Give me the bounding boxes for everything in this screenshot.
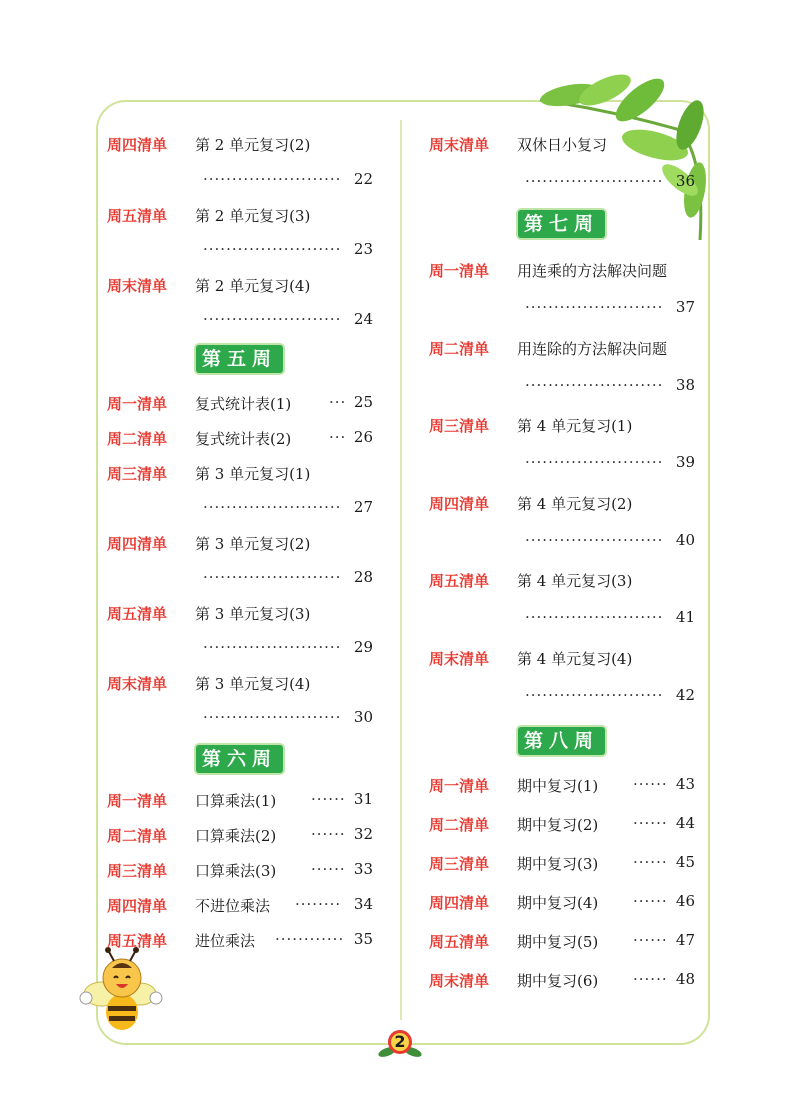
toc-leader-dots: ························	[203, 240, 342, 258]
toc-page-number: 23	[353, 240, 373, 258]
toc-day-label: 周四清单	[107, 897, 168, 915]
toc-leader-row	[107, 638, 372, 662]
toc-entry[interactable]	[107, 790, 372, 814]
week-heading-5: 第五周	[196, 345, 283, 373]
toc-entry[interactable]	[429, 892, 694, 916]
toc-title: 用连乘的方法解决问题	[517, 262, 668, 280]
toc-entry[interactable]	[107, 860, 372, 884]
toc-title: 第 2 单元复习(2)	[195, 136, 311, 154]
toc-title: 第 3 单元复习(4)	[195, 675, 311, 693]
toc-leader-row	[107, 568, 372, 592]
toc-page-number: 30	[353, 708, 373, 726]
toc-leader-row	[429, 608, 694, 632]
toc-leader-dots: ······	[633, 931, 668, 949]
toc-title: 口算乘法(3)	[195, 862, 277, 880]
toc-entry[interactable]	[107, 603, 372, 627]
toc-title: 第 3 单元复习(2)	[195, 535, 311, 553]
toc-title: 第 4 单元复习(2)	[517, 495, 633, 513]
toc-leader-dots: ············	[275, 930, 345, 948]
toc-day-label: 周三清单	[429, 855, 490, 873]
toc-leader-row	[429, 531, 694, 555]
toc-entry[interactable]	[107, 134, 372, 158]
toc-day-label: 周一清单	[429, 262, 490, 280]
toc-page-number: 28	[353, 568, 373, 586]
toc-entry[interactable]	[429, 931, 694, 955]
toc-leader-row	[429, 298, 694, 322]
toc-title: 第 2 单元复习(3)	[195, 207, 311, 225]
toc-title: 第 4 单元复习(3)	[517, 572, 633, 590]
toc-page-number: 43	[675, 775, 695, 793]
toc-page-number: 29	[353, 638, 373, 656]
toc-page-number: 25	[353, 393, 373, 411]
toc-day-label: 周五清单	[107, 932, 168, 950]
toc-entry[interactable]	[429, 338, 694, 362]
toc-day-label: 周末清单	[429, 972, 490, 990]
toc-leader-dots: ························	[203, 310, 342, 328]
toc-leader-dots: ························	[203, 568, 342, 586]
week-heading-6: 第六周	[196, 745, 283, 773]
toc-entry[interactable]	[429, 493, 694, 517]
toc-page-number: 37	[675, 298, 695, 316]
toc-day-label: 周五清单	[429, 933, 490, 951]
toc-page-number: 24	[353, 310, 373, 328]
toc-day-label: 周三清单	[429, 417, 490, 435]
toc-leader-row	[107, 708, 372, 732]
week-heading-8: 第八周	[518, 727, 605, 755]
toc-leader-dots: ························	[525, 686, 664, 704]
toc-title: 第 3 单元复习(1)	[195, 465, 311, 483]
toc-entry[interactable]	[107, 275, 372, 299]
toc-entry[interactable]	[429, 970, 694, 994]
toc-leader-dots: ······	[633, 892, 668, 910]
toc-page-number: 36	[675, 172, 695, 190]
toc-entry[interactable]	[429, 853, 694, 877]
toc-title: 双休日小复习	[517, 136, 608, 154]
toc-leader-dots: ···	[329, 428, 347, 446]
toc-day-label: 周五清单	[107, 207, 168, 225]
toc-page-number: 22	[353, 170, 373, 188]
toc-entry[interactable]	[107, 533, 372, 557]
toc-title: 期中复习(4)	[517, 894, 599, 912]
toc-leader-dots: ······	[311, 790, 346, 808]
toc-title: 期中复习(6)	[517, 972, 599, 990]
toc-day-label: 周二清单	[429, 816, 490, 834]
toc-page-number: 33	[353, 860, 373, 878]
toc-leader-dots: ········	[295, 895, 342, 913]
toc-title: 不进位乘法	[195, 897, 271, 915]
toc-day-label: 周末清单	[107, 277, 168, 295]
toc-leader-dots: ···	[329, 393, 347, 411]
toc-page-number: 31	[353, 790, 373, 808]
toc-leader-row	[107, 498, 372, 522]
toc-leader-dots: ······	[311, 860, 346, 878]
toc-entry[interactable]	[429, 570, 694, 594]
toc-entry[interactable]	[107, 930, 372, 954]
toc-page-number: 45	[675, 853, 695, 871]
toc-day-label: 周一清单	[429, 777, 490, 795]
toc-page-number: 41	[675, 608, 695, 626]
toc-day-label: 周末清单	[107, 675, 168, 693]
toc-day-label: 周四清单	[429, 894, 490, 912]
toc-day-label: 周二清单	[429, 340, 490, 358]
toc-entry[interactable]	[107, 393, 372, 417]
bee-mascot-illustration	[72, 946, 164, 1038]
toc-day-label: 周末清单	[429, 136, 490, 154]
toc-title: 期中复习(3)	[517, 855, 599, 873]
toc-day-label: 周末清单	[429, 650, 490, 668]
toc-entry[interactable]	[107, 428, 372, 452]
toc-day-label: 周二清单	[107, 430, 168, 448]
toc-title: 期中复习(5)	[517, 933, 599, 951]
toc-title: 口算乘法(1)	[195, 792, 277, 810]
toc-page-number: 38	[675, 376, 695, 394]
toc-leader-row	[429, 453, 694, 477]
toc-entry[interactable]	[107, 673, 372, 697]
toc-leader-row	[429, 172, 694, 196]
toc-entry[interactable]	[429, 415, 694, 439]
toc-page-number: 46	[675, 892, 695, 910]
toc-page-number: 47	[675, 931, 695, 949]
toc-day-label: 周四清单	[107, 136, 168, 154]
toc-leader-row	[107, 170, 372, 194]
toc-page-number: 48	[675, 970, 695, 988]
toc-leader-dots: ······	[633, 970, 668, 988]
toc-page-number: 26	[353, 428, 373, 446]
page-number: 2	[394, 1032, 406, 1051]
toc-title: 第 4 单元复习(4)	[517, 650, 633, 668]
toc-leader-dots: ························	[525, 376, 664, 394]
toc-title: 用连除的方法解决问题	[517, 340, 668, 358]
toc-leader-row	[429, 376, 694, 400]
toc-entry[interactable]	[107, 205, 372, 229]
toc-leader-dots: ························	[203, 498, 342, 516]
toc-entry[interactable]	[429, 814, 694, 838]
toc-leader-dots: ························	[525, 531, 664, 549]
toc-day-label: 周五清单	[107, 605, 168, 623]
toc-day-label: 周五清单	[429, 572, 490, 590]
week-heading-7: 第七周	[518, 210, 605, 238]
toc-leader-dots: ······	[633, 775, 668, 793]
toc-leader-dots: ························	[203, 170, 342, 188]
toc-title: 进位乘法	[195, 932, 256, 950]
toc-page-number: 42	[675, 686, 695, 704]
toc-page-number: 44	[675, 814, 695, 832]
toc-entry[interactable]	[107, 463, 372, 487]
toc-leader-dots: ······	[633, 814, 668, 832]
toc-title: 第 3 单元复习(3)	[195, 605, 311, 623]
toc-day-label: 周四清单	[107, 535, 168, 553]
toc-entry[interactable]	[107, 825, 372, 849]
toc-leader-dots: ······	[633, 853, 668, 871]
toc-entry[interactable]	[429, 260, 694, 284]
toc-title: 复式统计表(1)	[195, 395, 292, 413]
toc-day-label: 周三清单	[107, 862, 168, 880]
toc-page-number: 40	[675, 531, 695, 549]
toc-title: 口算乘法(2)	[195, 827, 277, 845]
toc-title: 第 2 单元复习(4)	[195, 277, 311, 295]
toc-day-label: 周一清单	[107, 395, 168, 413]
toc-leader-dots: ························	[525, 453, 664, 471]
toc-entry[interactable]	[107, 895, 372, 919]
toc-page-number: 34	[353, 895, 373, 913]
toc-entry[interactable]	[429, 134, 694, 158]
toc-day-label: 周二清单	[107, 827, 168, 845]
toc-leader-dots: ························	[525, 298, 664, 316]
toc-page-number: 35	[353, 930, 373, 948]
toc-title: 期中复习(1)	[517, 777, 599, 795]
toc-page-number: 27	[353, 498, 373, 516]
toc-leader-dots: ························	[203, 708, 342, 726]
column-divider	[400, 120, 402, 1020]
toc-page-number: 32	[353, 825, 373, 843]
toc-title: 期中复习(2)	[517, 816, 599, 834]
toc-leader-row	[107, 240, 372, 264]
toc-leader-row	[107, 310, 372, 334]
toc-leader-dots: ······	[311, 825, 346, 843]
toc-day-label: 周四清单	[429, 495, 490, 513]
toc-leader-dots: ························	[203, 638, 342, 656]
toc-title: 复式统计表(2)	[195, 430, 292, 448]
toc-page-number: 39	[675, 453, 695, 471]
toc-leader-dots: ························	[525, 172, 664, 190]
toc-entry[interactable]	[429, 775, 694, 799]
toc-leader-dots: ························	[525, 608, 664, 626]
toc-day-label: 周三清单	[107, 465, 168, 483]
toc-leader-row	[429, 686, 694, 710]
toc-day-label: 周一清单	[107, 792, 168, 810]
toc-title: 第 4 单元复习(1)	[517, 417, 633, 435]
toc-entry[interactable]	[429, 648, 694, 672]
